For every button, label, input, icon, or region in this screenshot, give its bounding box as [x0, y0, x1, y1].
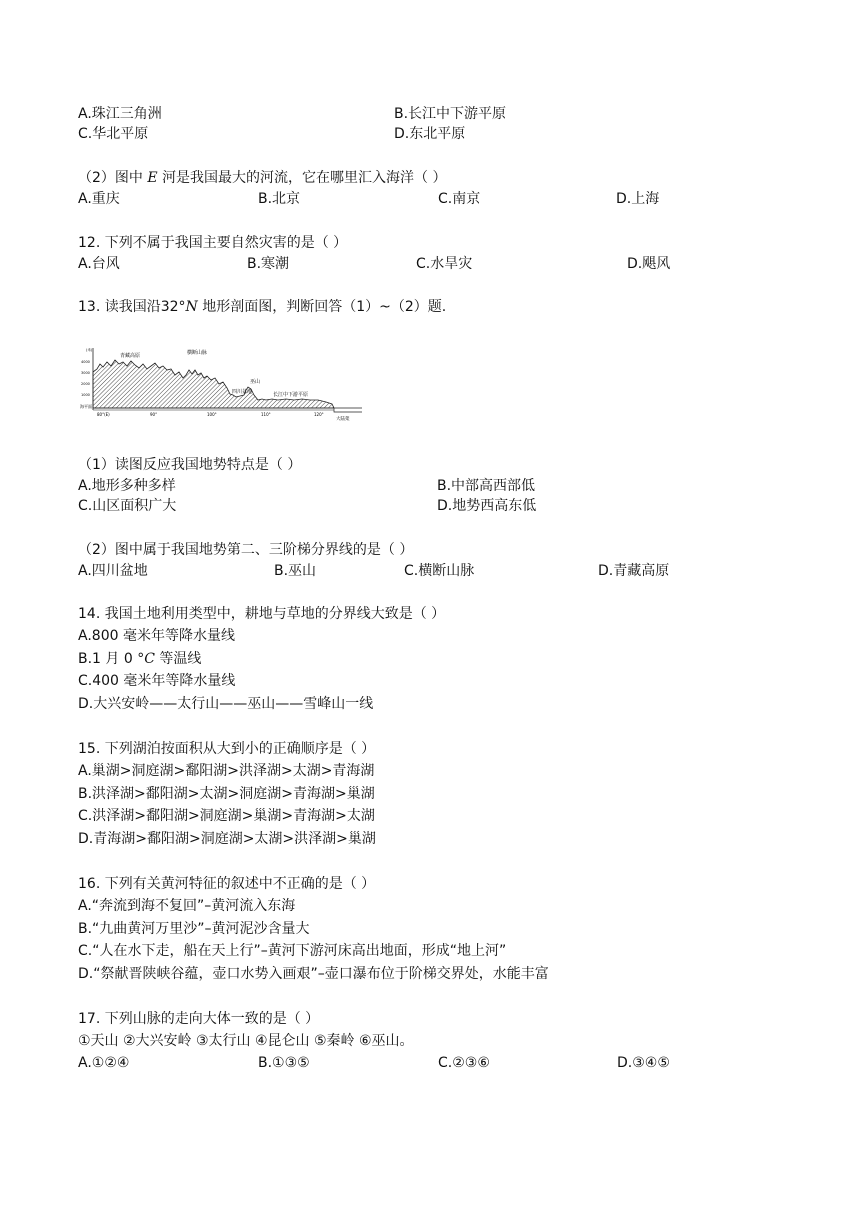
- profile-x-tick-90: 90°: [150, 412, 158, 417]
- profile-label-hengduan: 横断山脉: [187, 350, 208, 356]
- q14-option-d: D.大兴安岭——太行山——巫山——雪峰山一线: [78, 696, 374, 712]
- q12-option-b: B.寒潮: [247, 256, 290, 272]
- q13-sub1-stem: （1）读图反应我国地势特点是（ ）: [78, 457, 302, 473]
- q11-sub2-stem: [78, 168, 447, 188]
- q14-option-c: C.400 毫米年等降水量线: [78, 673, 236, 689]
- q13-sub2-option-d: D.青藏高原: [598, 563, 670, 579]
- q11-option-d: D.东北平原: [394, 126, 466, 142]
- q17-items: ①天山 ②大兴安岭 ③太行山 ④昆仑山 ⑤秦岭 ⑥巫山。: [78, 1033, 414, 1049]
- q17-option-d: D.③④⑤: [617, 1055, 670, 1071]
- q13-stem-post: 地形剖面图，判断回答（1）~（2）题.: [202, 299, 447, 315]
- q16-option-d: D.“祭献晋陕峡谷蕴，壶口水势入画艰”–壶口瀑布位于阶梯交界处，水能丰富: [78, 966, 549, 982]
- profile-shelf-label: 大陆架: [336, 417, 350, 422]
- profile-y-tick-4000: 4000: [81, 360, 90, 364]
- q11-option-c: C.华北平原: [78, 126, 149, 142]
- profile-y-tick-3000: 3000: [81, 371, 90, 375]
- profile-label-plain: 长江中下游平原: [273, 392, 309, 398]
- q14-option-b-var: C: [144, 651, 155, 667]
- q15-option-a: A.巢湖>洞庭湖>鄱阳湖>洪泽湖>太湖>青海湖: [78, 763, 375, 779]
- q11-sub2-stem-post: 河是我国最大的河流，它在哪里汇入海洋（ ）: [162, 170, 447, 186]
- q16-option-c: C.“人在水下走，船在天上行”–黄河下游河床高出地面，形成“地上河”: [78, 943, 507, 959]
- q14-option-a: A.800 毫米年等降水量线: [78, 628, 235, 644]
- q12-stem: 12. 下列不属于我国主要自然灾害的是（ ）: [78, 235, 348, 251]
- profile-terrain: [93, 360, 334, 408]
- profile-unit-label: (米): [86, 348, 93, 352]
- q11-sub2-river-var: E: [147, 170, 158, 186]
- q11-sub2-stem-pre: （2）图中: [78, 170, 143, 186]
- q15-option-b: B.洪泽湖>鄱阳湖>太湖>洞庭湖>青海湖>巢湖: [78, 786, 375, 802]
- profile-sea-level-label: 海平面: [80, 404, 92, 409]
- q16-option-b: B.“九曲黄河万里沙”–黄河泥沙含量大: [78, 921, 310, 937]
- q13-stem-pre: 13. 读我国沿32°: [78, 299, 186, 315]
- q13-sub1-option-c: C.山区面积广大: [78, 498, 177, 514]
- q13-stem-var: N: [185, 299, 198, 315]
- q15-stem: 15. 下列湖泊按面积从大到小的正确顺序是（ ）: [78, 741, 376, 757]
- q13-sub2-option-c: C.横断山脉: [404, 563, 475, 579]
- q13-sub1-option-d: D.地势西高东低: [437, 498, 537, 514]
- q11-option-b: B.长江中下游平原: [394, 106, 507, 122]
- q11-sub2-option-c: C.南京: [438, 191, 481, 207]
- q17-option-b: B.①③⑤: [258, 1055, 310, 1071]
- profile-label-wushan: 巫山: [250, 379, 261, 385]
- q13-stem: [78, 297, 446, 317]
- profile-x-tick-120: 120°: [314, 412, 324, 417]
- q16-stem: 16. 下列有关黄河特征的叙述中不正确的是（ ）: [78, 876, 376, 892]
- q12-option-a: A.台风: [78, 256, 120, 272]
- profile-x-tick-110: 110°: [261, 412, 271, 417]
- q14-option-b: [78, 649, 201, 669]
- q17-option-c: C.②③⑥: [438, 1055, 490, 1071]
- q11-sub2-option-a: A.重庆: [78, 191, 120, 207]
- q15-option-d: D.青海湖>鄱阳湖>洞庭湖>太湖>洪泽湖>巢湖: [78, 831, 376, 847]
- q11-sub2-option-d: D.上海: [616, 191, 660, 207]
- q13-sub2-stem: （2）图中属于我国地势第二、三阶梯分界线的是（ ）: [78, 542, 414, 558]
- q13-sub2-option-a: A.四川盆地: [78, 563, 148, 579]
- q16-option-a: A.“奔流到海不复回”–黄河流入东海: [78, 898, 296, 914]
- q14-option-b-post: 等温线: [159, 651, 202, 667]
- q13-sub1-option-b: B.中部高西部低: [437, 478, 536, 494]
- profile-x-tick-100: 100°: [207, 412, 217, 417]
- q14-option-b-pre: B.1 月 0 °: [78, 651, 145, 667]
- profile-label-plateau: 青藏高原: [120, 353, 141, 359]
- profile-shelf: [334, 408, 362, 412]
- q11-sub2-option-b: B.北京: [258, 191, 301, 207]
- profile-y-tick-1000: 1000: [81, 393, 90, 397]
- q15-option-c: C.洪泽湖>鄱阳湖>洞庭湖>巢湖>青海湖>太湖: [78, 808, 375, 824]
- q11-option-a: A.珠江三角洲: [78, 106, 162, 122]
- profile-x-tick-80: 80°(E): [97, 412, 110, 417]
- q13-sub1-option-a: A.地形多种多样: [78, 478, 176, 494]
- q12-option-c: C.水旱灾: [416, 256, 473, 272]
- q12-option-d: D.飓风: [627, 256, 671, 272]
- profile-label-basin: 四川盆地: [232, 389, 253, 395]
- q14-stem: 14. 我国土地利用类型中，耕地与草地的分界线大致是（ ）: [78, 606, 446, 622]
- profile-y-tick-2000: 2000: [81, 382, 90, 386]
- terrain-profile-figure: [80, 342, 362, 422]
- q13-sub2-option-b: B.巫山: [274, 563, 317, 579]
- q17-stem: 17. 下列山脉的走向大体一致的是（ ）: [78, 1011, 320, 1027]
- q17-option-a: A.①②④: [78, 1055, 130, 1071]
